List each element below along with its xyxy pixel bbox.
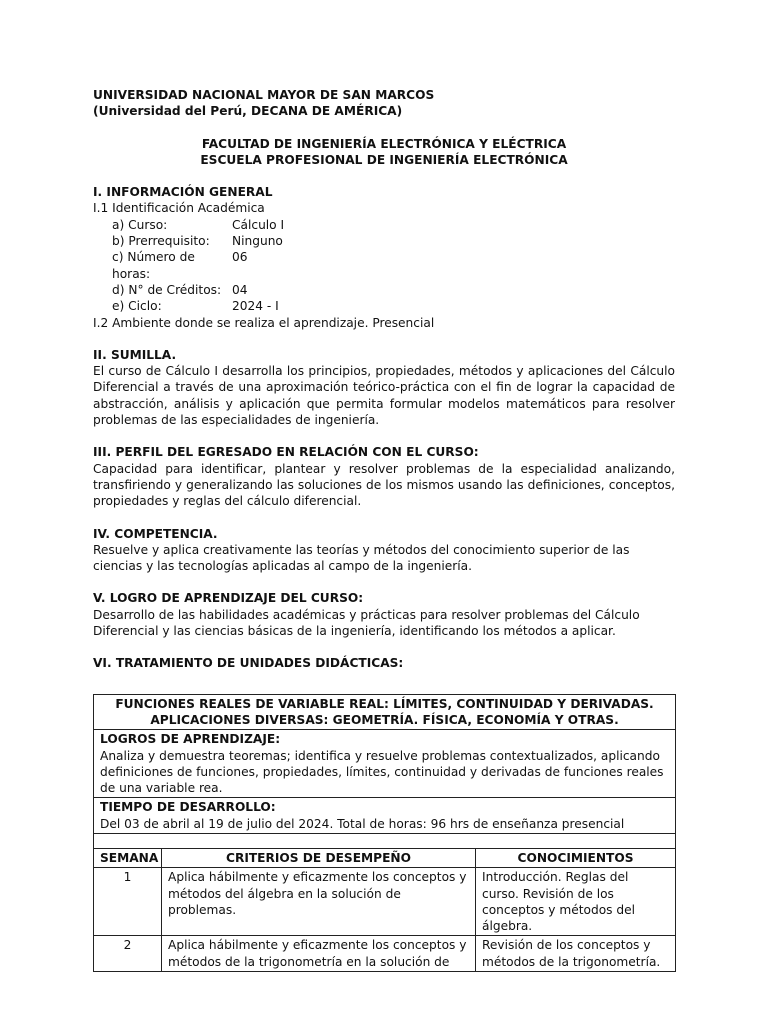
table-row <box>94 936 676 972</box>
sumilla-text: El curso de Cálculo I desarrolla los principios, propiedades, métodos y aplicaciones del Cálculo Diferencial a través de una aproximación teórico-práctica con el fin de lograr la capacidad de abstracción, análisis y aplicación que permita formular modelos matemáticos para resolver problemas de las especialidades de ingeniería. <box>93 364 675 428</box>
info-value: Cálculo I <box>232 217 285 232</box>
academic-id-subtitle: I.1 Identificación Académica <box>93 201 265 216</box>
logro-text: Desarrollo de las habilidades académicas y prácticas para resolver problemas del Cálculo Diferencial y las ciencias básicas de la ingeniería, identificando los métodos a aplicar. <box>93 607 640 639</box>
perfil-text: Capacidad para identificar, plantear y resolver problemas de la especialidad analizando, transfiriendo y generalizando las soluciones de los mismos usando las definiciones, conceptos, propiedades y reglas del cálculo diferencial. <box>93 461 675 509</box>
section-sumilla-title: II. SUMILLA. <box>93 347 177 362</box>
section-competencia-title: IV. COMPETENCIA. <box>93 526 218 541</box>
info-key: c) Número de horas: <box>112 250 195 281</box>
info-value: 04 <box>232 282 248 297</box>
unit-title-cell: FUNCIONES REALES DE VARIABLE REAL: LÍMITES, CONTINUIDAD Y DERIVADAS. APLICACIONES DIVERSAS: GEOMETRÍA. FÍSICA, ECONOMÍA Y OTRAS. <box>94 694 676 730</box>
school-name: ESCUELA PROFESIONAL DE INGENIERÍA ELECTRÓNICA <box>200 152 568 167</box>
info-row-ciclo <box>93 298 675 314</box>
units-table <box>93 694 676 972</box>
info-row-creditos <box>93 282 675 298</box>
spacer-row <box>94 833 676 848</box>
info-value: 06 <box>232 250 248 265</box>
header-semana: SEMANA <box>94 848 162 867</box>
criterio-cell: Aplica hábilmente y eficazmente los conceptos y métodos del álgebra en la solución de problemas. <box>162 868 476 936</box>
header-conocimientos: CONOCIMIENTOS <box>476 848 676 867</box>
info-key: b) Prerrequisito: <box>112 234 210 249</box>
section-perfil-title: III. PERFIL DEL EGRESADO EN RELACIÓN CON EL CURSO: <box>93 445 479 460</box>
info-key: d) N° de Créditos: <box>112 282 222 297</box>
section-general-title: I. INFORMACIÓN GENERAL <box>93 185 273 200</box>
semana-cell: 2 <box>94 936 162 972</box>
info-key: a) Curso: <box>112 217 168 232</box>
tiempo-text: Del 03 de abril al 19 de julio del 2024. Total de horas: 96 hrs de enseñanza presencial <box>100 816 625 831</box>
document-content <box>93 87 675 972</box>
conocimiento-cell: Revisión de los conceptos y métodos de la trigonometría. <box>476 936 676 972</box>
university-name: UNIVERSIDAD NACIONAL MAYOR DE SAN MARCOS <box>93 88 435 102</box>
tiempo-label: TIEMPO DE DESARROLLO: <box>100 800 276 815</box>
info-value: Ninguno <box>232 234 283 249</box>
learning-environment: I.2 Ambiente donde se realiza el aprendizaje. Presencial <box>93 315 435 330</box>
conocimiento-cell: Introducción. Reglas del curso. Revisión de los conceptos y métodos del álgebra. <box>476 868 676 936</box>
university-subtitle: (Universidad del Perú, DECANA DE AMÉRICA) <box>93 104 403 119</box>
competencia-text: Resuelve y aplica creativamente las teorías y métodos del conocimiento superior de las ciencias y las tecnologías aplicadas al campo de la ingeniería. <box>93 542 630 574</box>
logros-cell <box>94 730 676 798</box>
tiempo-cell <box>94 798 676 834</box>
section-tratamiento-title: VI. TRATAMIENTO DE UNIDADES DIDÁCTICAS: <box>93 656 404 671</box>
section-logro-title: V. LOGRO DE APRENDIZAJE DEL CURSO: <box>93 591 364 606</box>
semana-cell: 1 <box>94 868 162 936</box>
logros-text: Analiza y demuestra teoremas; identifica y resuelve problemas contextualizados, aplicando definiciones de funciones, propiedades, límites, continuidad y derivadas de funciones reales de una variable rea. <box>100 748 664 796</box>
info-key: e) Ciclo: <box>112 299 162 314</box>
table-row <box>94 868 676 936</box>
info-row-horas <box>93 249 675 282</box>
logros-label: LOGROS DE APRENDIZAJE: <box>100 732 281 747</box>
info-value: 2024 - I <box>232 299 279 314</box>
header-criterios: CRITERIOS DE DESEMPEÑO <box>162 848 476 867</box>
info-row-prerrequisito <box>93 233 675 249</box>
info-row-curso <box>93 217 675 233</box>
faculty-name: FACULTAD DE INGENIERÍA ELECTRÓNICA Y ELÉCTRICA <box>201 136 567 151</box>
criterio-cell: Aplica hábilmente y eficazmente los conceptos y métodos de la trigonometría en la solución de <box>162 936 476 972</box>
